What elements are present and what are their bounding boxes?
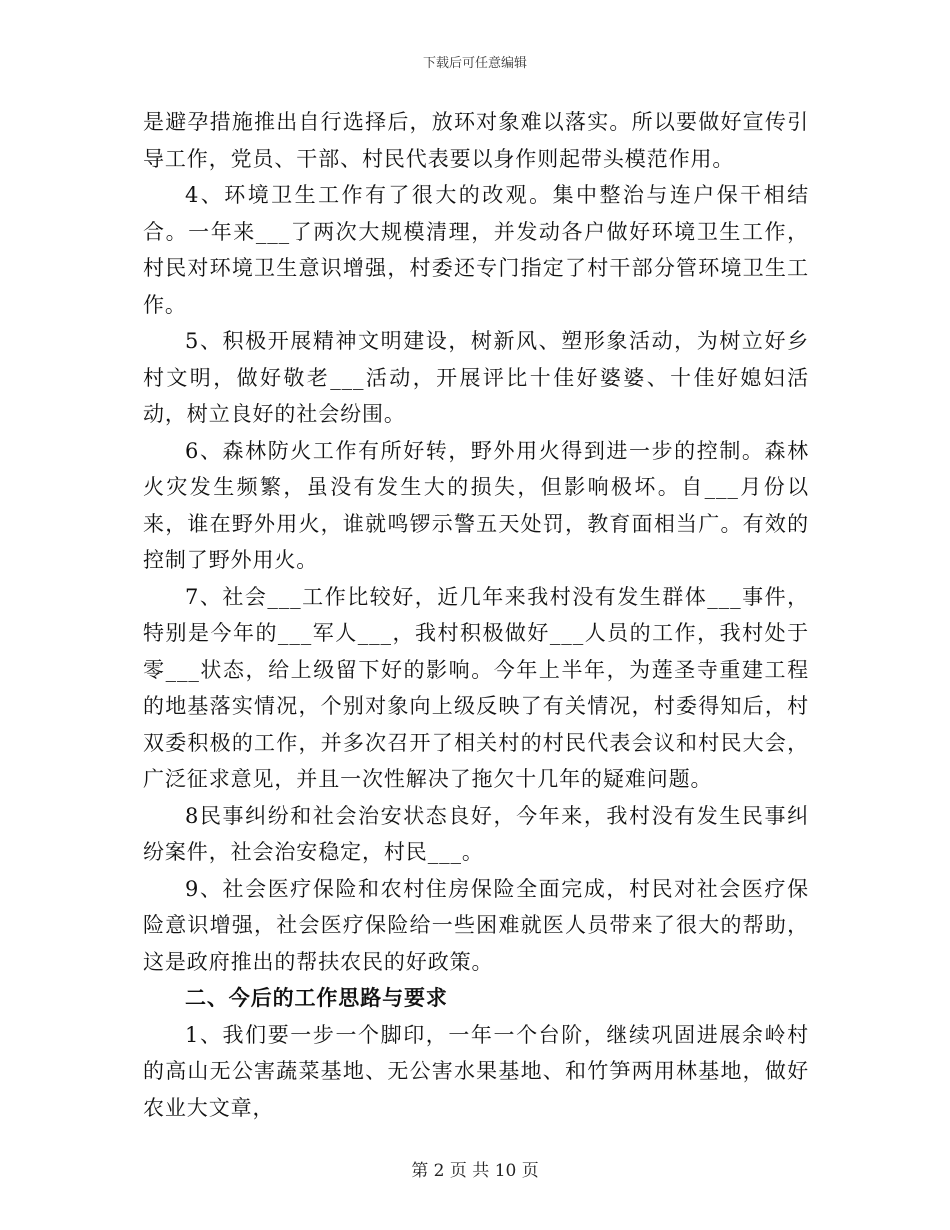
paragraph-8: 1、我们要一步一个脚印，一年一个台阶，继续巩固进展余岭村的高山无公害蔬菜基地、无公害水果基地、和竹笋两用林基地，做好农业大文章， [143, 1022, 809, 1120]
paragraph-2: 4、环境卫生工作有了很大的改观。集中整治与连户保干相结合。一年来___了两次大规模清理，并发动各户做好环境卫生工作，村民对环境卫生意识增强，村委还专门指定了村干部分管环境卫生工作。 [143, 183, 809, 317]
page-number-footer: 第 2 页 共 10 页 [411, 1161, 539, 1181]
page-header: 下载后可任意编辑 [422, 56, 527, 71]
paragraph-6: 8民事纠纷和社会治安状态良好，今年来，我村没有发生民事纠纷案件，社会治安稳定，村民___。 [143, 803, 809, 864]
paragraph-1: 是避孕措施推出自行选择后，放环对象难以落实。所以要做好宣传引导工作，党员、干部、村民代表要以身作则起带头模范作用。 [143, 110, 809, 171]
section-heading: 二、今后的工作思路与要求 [185, 985, 448, 1010]
document-body [143, 104, 809, 1126]
paragraph-4: 6、森林防火工作有所好转，野外用火得到进一步的控制。森林火灾发生频繁，虽没有发生大的损失，但影响极坏。自___月份以来，谁在野外用火，谁就鸣锣示警五天处罚，教育面相当广。有效的控制了野外用火。 [143, 438, 809, 572]
paragraph-3: 5、积极开展精神文明建设，树新风、塑形象活动，为树立好乡村文明，做好敬老___活动，开展评比十佳好婆婆、十佳好媳妇活动，树立良好的社会纷围。 [143, 329, 809, 426]
paragraph-7: 9、社会医疗保险和农村住房保险全面完成，村民对社会医疗保险意识增强，社会医疗保险给一些困难就医人员带来了很大的帮助，这是政府推出的帮扶农民的好政策。 [143, 876, 809, 974]
paragraph-5: 7、社会___工作比较好，近几年来我村没有发生群体___事件，特别是今年的___军人___，我村积极做好___人员的工作，我村处于零___状态，给上级留下好的影响。今年上半年，为莲圣寺重建工程的地基落实情况，个别对象向上级反映了有关情况，村委得知后，村双委积极的工作，并多次召开了相关村的村民代表会议和村民大会，广泛征求意见，并且一次性解决了拖欠十几年的疑难问题。 [143, 584, 809, 791]
